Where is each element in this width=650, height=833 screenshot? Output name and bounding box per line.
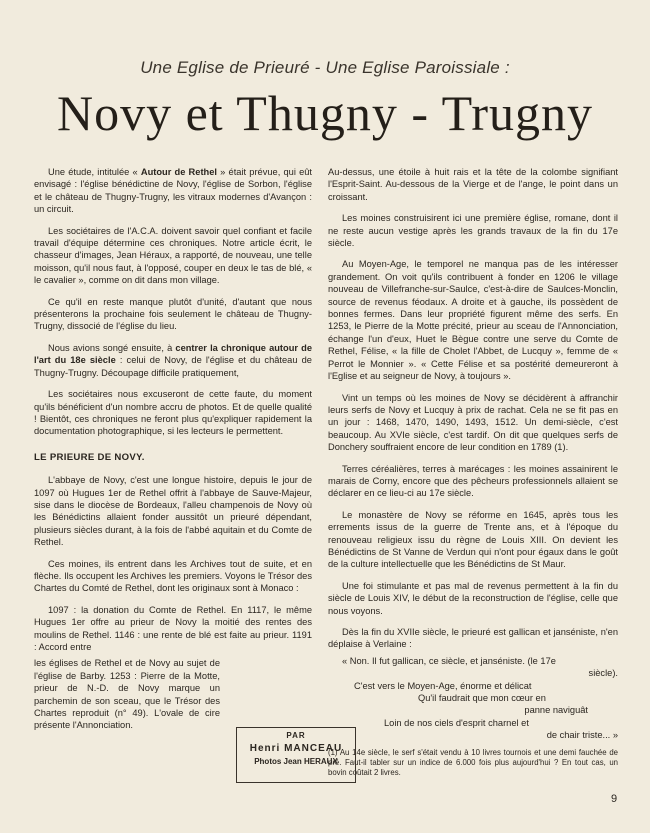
poem-line: C'est vers le Moyen-Age, énorme et délicat: [354, 680, 532, 691]
emphasis: centrer la chronique autour de l'art du 18e siècle: [34, 342, 312, 366]
section-heading: LE PRIEURE DE NOVY.: [34, 451, 145, 463]
byline-photos: Photos Jean HERAUX: [254, 757, 338, 766]
kicker-heading: Une Eglise de Prieuré - Une Eglise Paroissiale :: [140, 58, 510, 77]
paragraph: Vint un temps où les moines de Novy se décidèrent à affranchir leurs serfs de Novy et Lucquy à prix de rachat. Cela ne se fit pas en un jour : 1468, 1470, 1490, 1493, 1512. Un demi-siècle, c'est beaucoup. Au XVIe siècle, c'est tardif. On dit que quelques serfs de Donchery souffraient encore de leur condition en 1789 (1).: [328, 392, 618, 453]
paragraph: Dès la fin du XVIIe siècle, le prieuré est gallican et janséniste, n'en déplaise à Verlaine :: [328, 627, 618, 650]
emphasis: Autour de Rethel: [140, 167, 217, 177]
byline-author: Henri MANCEAU: [249, 743, 343, 754]
paragraph: Au-dessus, une étoile à huit rais et la tête de la colombe signifiant l'Esprit-Saint. Au-dessous de la Vierge et de l'ange, le point dans un croissant.: [328, 167, 618, 202]
poem-line: « Non. Il fut gallican, ce siècle, et janséniste. (le 17e: [342, 655, 556, 666]
paragraph: Nous avions songé ensuite, à centrer la chronique autour de l'art du 18e siècle : celui de Novy, de l'église et du château de Thugny-Trugny. Découpage difficile pratiquement,: [34, 342, 312, 378]
paragraph: Les moines construisirent ici une première église, romane, dont il ne reste aucun vestige après les grands travaux de la fin du 17e siècle.: [328, 213, 618, 249]
byline-box: [236, 727, 356, 783]
paragraph: Les sociétaires nous excuseront de cette faute, du moment qu'ils bénéficient d'un nombre accru de photos. Et de quelle qualité ! Bientôt, ces chroniques ne feront plus qu'expliquer rapidement la documentation photographique, si les lecteurs le permettent.: [34, 389, 312, 437]
poem-line: panne naviguât: [524, 705, 588, 716]
paragraph: Une foi stimulante et pas mal de revenus permettent à la fin du siècle de Louis XIV, le début de la reconstruction de l'église, celle que nous voyons.: [328, 580, 618, 616]
paragraph: Une étude, intitulée « Autour de Rethel » était prévue, qui eût envisagé : l'église bénédictine de Novy, l'église de Sorbon, l'église et le château de Thugny-Trugny, les vitraux modernes d'Avançon : un circuit.: [34, 167, 313, 215]
right-column: [328, 166, 618, 778]
poem-quote: [328, 655, 618, 742]
page-title: Novy et Thugny - Trugny: [56, 85, 593, 141]
footnote: (1) Au 14e siècle, le serf s'était vendu à 10 livres tournois et une demi fauchée de pré. Faut-il tabler sur un indice de 6.000 fois plus aujourd'hui ? En tout cas, un bovin coûtait 2 livres.: [328, 747, 618, 777]
paragraph: Ces moines, ils entrent dans les Archives tout de suite, et en flèche. Ils occupent les Archives les premiers. Voyons le Trésor des Chartes du Comté de Rethel, dont les originaux sont à Monaco :: [34, 558, 312, 594]
paragraph: les églises de Rethel et de Novy au sujet de l'église de Barby. 1253 : Pierre de la Motte, prieur de N.-D. de Novy marque un parchemin de son sceau, que le Trésor des Chartes reproduit (n° 49). L'ovale de cire présente l'Annonciation.: [34, 658, 220, 731]
poem-line: siècle).: [588, 668, 618, 679]
paragraph: Les sociétaires de l'A.C.A. doivent savoir quel confiant et facile travail d'équipe détermine ces chroniques. Notre article écrit, le chasseur d'images, Jean Héraux, a rapporté, de nouveau, une telle moisson, qu'il nous faut, à l'opposé, couper en deux le tas de blé, « le cavalier », comme on dit dans mon village.: [34, 225, 312, 286]
left-column: [34, 166, 312, 741]
paragraph: Ce qu'il en reste manque plutôt d'unité, d'autant que nous présenterons la prochaine fois seulement le château de Thugny-Trugny, dissocié de l'église du lieu.: [34, 296, 312, 332]
poem-line: Qu'il faudrait que mon cœur en: [418, 693, 546, 704]
paragraph: Le monastère de Novy se réforme en 1645, après tous les errements issus de la guerre de Trente ans, et à l'époque du renouveau religieux issu du règne de Louis XIII. On devient les Bénédictins de St Vanne de Verdun qui n'ont pour égaux dans le goût de la culture intellectuelle que les Bénédictins de St Maur.: [328, 509, 618, 570]
page-number: 9: [611, 793, 618, 805]
paragraph: Terres céréalières, terres à marécages : les moines assainirent le marais de Corny, encore que des pêcheurs professionnels allaient se déclarer en ce lieu-ci au 17e siècle.: [328, 463, 618, 499]
paragraph: Au Moyen-Age, le temporel ne manqua pas de les intéresser grandement. On voit qu'ils contribuent à fonder en 1206 le village nouveau de Villefranche-sur-Saulce, c'est-à-dire de Saulces-Monclin, source de revenus féodaux. A droite et à gauche, ils possèdent de bonnes fermes. Dans leur propriété figurent même des serfs. En 1253, le Pierre de la Motte précité, prieur au sceau de l'Annonciation, échange l'un d'eux, Huet le Bègue contre une serve du Comte de Rethel, Félise, « la fille de Cholet l'Abbet, de Lucquy », femme de « Perrot le Monnier ». « Cette Félise et sa postérité demeureront à l'Eglise et au seigneur de Novy, à toujours ».: [328, 259, 618, 382]
paragraph: L'abbaye de Novy, c'est une longue histoire, depuis le jour de 1097 où Hugues 1er de Rethel offrit à l'abbaye de Sauve-Majeur, sise dans le diocèse de Bordeaux, l'alleu champenois de Novy où les Bénédictins allaient fonder aussitôt un prieuré dépendant, plusieurs siècles durant, à la fois de l'abbé aquitain et du Comte de Rethel.: [34, 475, 312, 548]
paragraph: 1097 : la donation du Comte de Rethel. En 1117, le même Hugues 1er offre au prieur de Novy la moitié des rentes des moulins de Rethel. 1146 : une rente de blé est faite au prieur. 1191 : Accord entre: [34, 604, 312, 652]
poem-line: Loin de nos ciels d'esprit charnel et: [384, 717, 529, 728]
poem-line: de chair triste... »: [546, 730, 618, 741]
byline-par: PAR: [286, 731, 306, 740]
